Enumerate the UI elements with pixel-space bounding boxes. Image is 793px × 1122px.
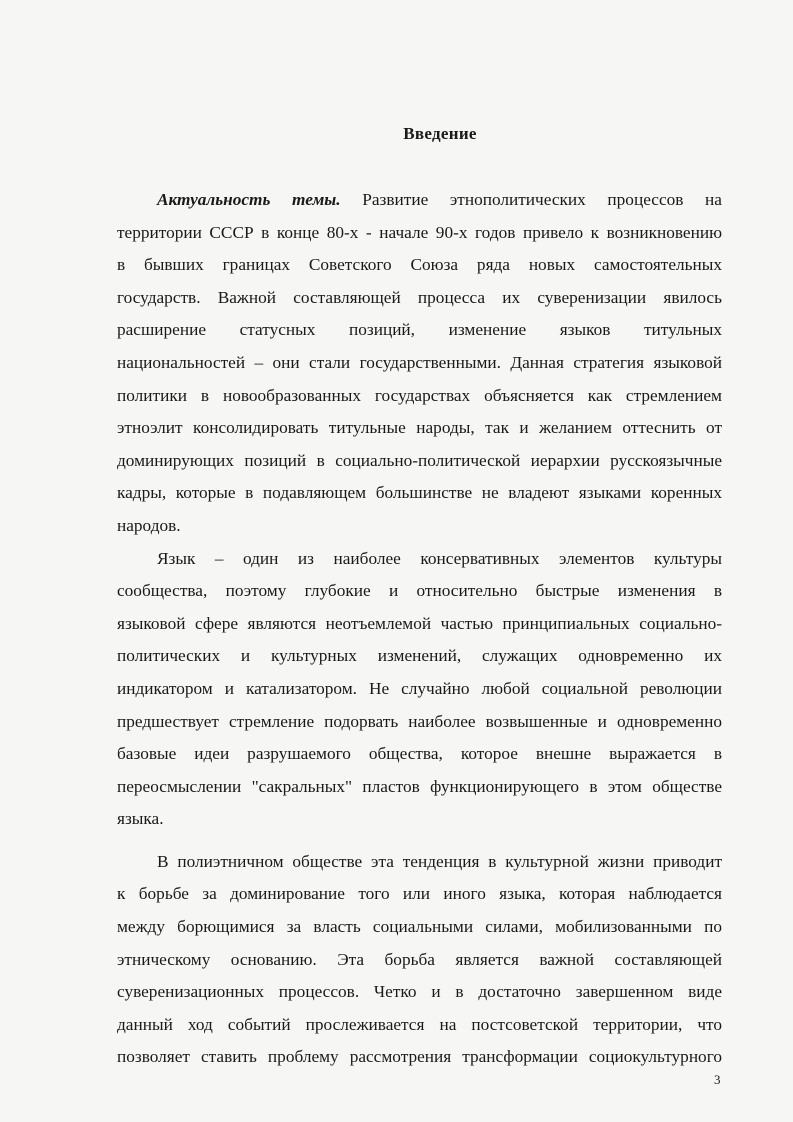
paragraph-line: между борющимися за власть социальными силами, мобилизованными по [117, 917, 722, 937]
paragraph-line: предшествует стремление подорвать наиболее возвышенные и одновременно [117, 711, 722, 731]
paragraph-line: территории СССР в конце 80-х - начале 90-х годов привело к возникновению [117, 222, 722, 242]
paragraph-relevance [117, 184, 722, 543]
paragraph-line: к борьбе за доминирование того или иного языка, которая наблюдается [117, 884, 722, 904]
paragraph-line: В полиэтничном обществе эта тенденция в культурной жизни приводит [157, 851, 722, 871]
paragraph-line: в бывших границах Советского Союза ряда новых самостоятельных [117, 255, 722, 275]
paragraph-line: языковой сфере являются неотъемлемой частью принципиальных социально- [117, 613, 722, 633]
paragraph-line: данный ход событий прослеживается на постсоветской территории, что [117, 1014, 722, 1034]
paragraph-line: политики в новообразованных государствах объясняется как стремлением [117, 385, 722, 405]
paragraph-line: народов. [117, 515, 181, 535]
document-body [117, 184, 722, 1074]
paragraph-line: суверенизационных процессов. Четко и в достаточно завершенном виде [117, 982, 722, 1002]
paragraph-line: доминирующих позиций в социально-политической иерархии русскоязычные [117, 450, 722, 470]
paragraph-line: этноэлит консолидировать титульные народы, так и желанием оттеснить от [117, 418, 722, 438]
section-title: Введение [403, 124, 477, 143]
paragraph-line: переосмыслении "сакральных" пластов функционирующего в этом обществе [117, 776, 722, 796]
paragraph-line: языка. [117, 809, 164, 829]
paragraph-lead: Актуальность темы. [157, 190, 341, 209]
paragraph-polyethnic [117, 846, 722, 1074]
paragraph-line: индикатором и катализатором. Не случайно любой социальной революции [117, 678, 722, 698]
paragraph-line: Язык – один из наиболее консервативных элементов культуры [157, 548, 722, 568]
page-number: 3 [714, 1072, 721, 1087]
paragraph-line: Актуальность темы. Развитие этнополитических процессов на [157, 190, 722, 209]
paragraph-line: национальностей – они стали государственными. Данная стратегия языковой [117, 352, 722, 372]
paragraph-line: расширение статусных позиций, изменение языков титульных [117, 320, 722, 340]
paragraph-line: этническому основанию. Эта борьба является важной составляющей [117, 949, 722, 969]
paragraph-spacing [117, 836, 722, 846]
paragraph-line: государств. Важной составляющей процесса их суверенизации явилось [117, 287, 722, 307]
paragraph-line: кадры, которые в подавляющем большинстве не владеют языками коренных [117, 483, 722, 503]
paragraph-language [117, 543, 722, 836]
paragraph-line: политических и культурных изменений, служащих одновременно их [117, 646, 722, 666]
paragraph-line: сообщества, поэтому глубокие и относительно быстрые изменения в [117, 581, 722, 601]
paragraph-line: позволяет ставить проблему рассмотрения трансформации социокультурного [117, 1047, 722, 1067]
paragraph-line: базовые идеи разрушаемого общества, которое внешне выражается в [117, 744, 722, 764]
